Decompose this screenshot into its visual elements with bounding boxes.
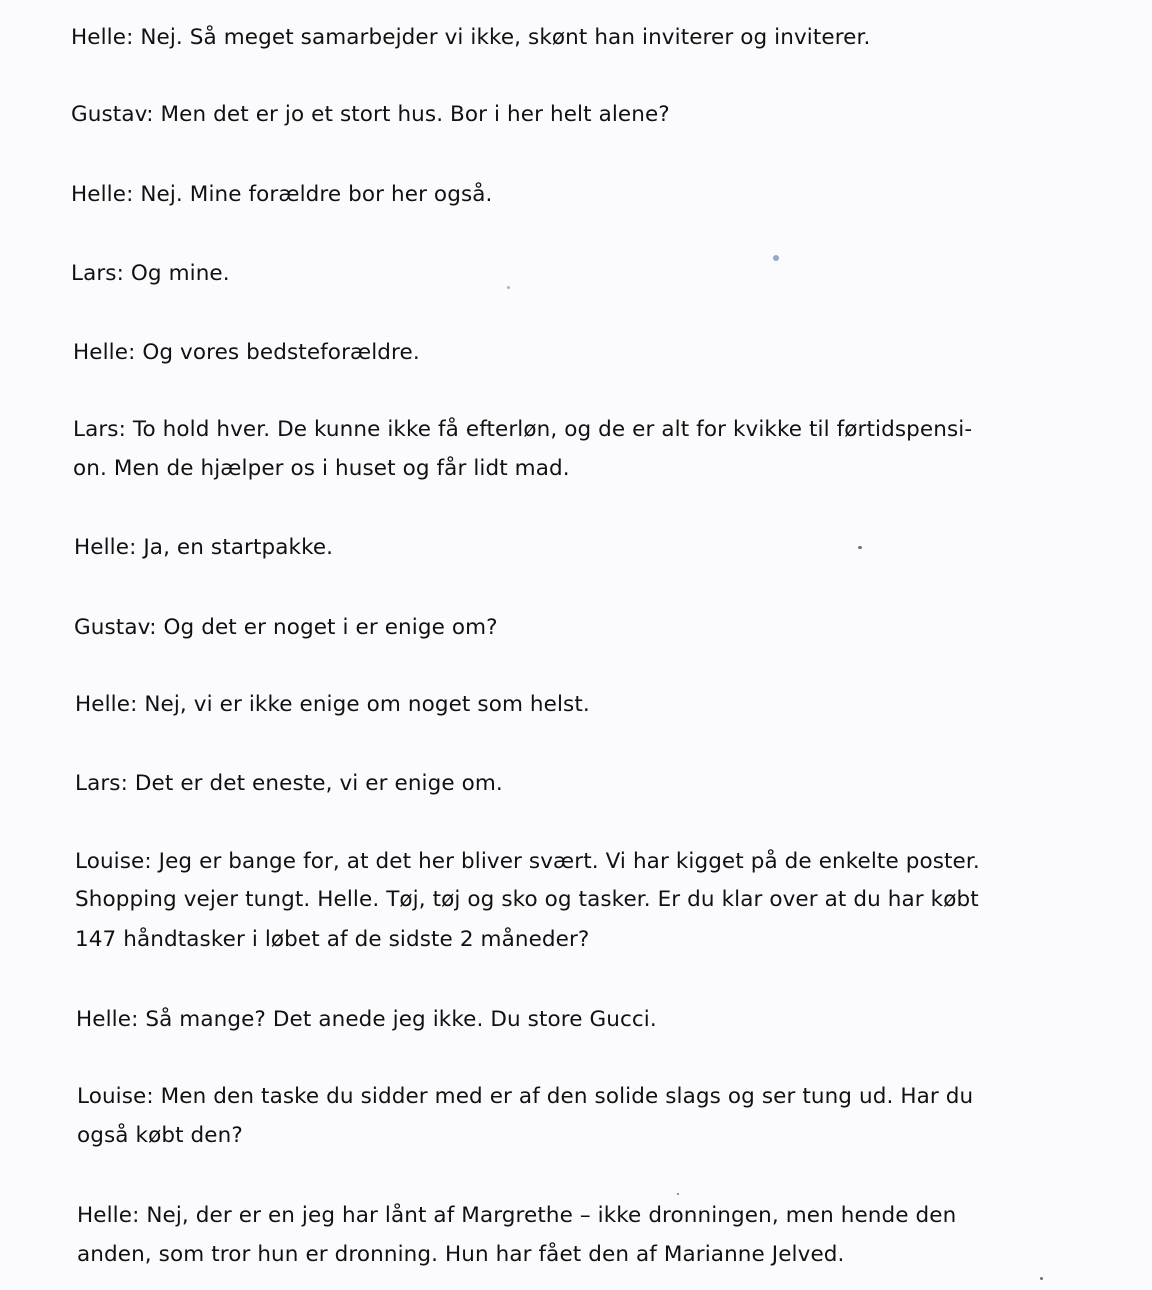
scan-speck [507,286,510,289]
dialogue-line: Louise: Men den taske du sidder med er af den solide slags og ser tung ud. Har du [77,1084,974,1109]
dialogue-line-continuation: on. Men de hjælper os i huset og får lidt mad. [73,456,570,481]
dialogue-line-continuation: 147 håndtasker i løbet af de sidste 2 måneder? [75,927,590,952]
dialogue-line: Gustav: Men det er jo et stort hus. Bor i her helt alene? [71,102,670,127]
scan-speck [1040,1277,1043,1280]
dialogue-line: Helle: Nej. Så meget samarbejder vi ikke, skønt han inviterer og inviterer. [71,25,871,50]
dialogue-line-continuation: Shopping vejer tungt. Helle. Tøj, tøj og sko og tasker. Er du klar over at du har købt [75,887,979,912]
dialogue-line-continuation: også købt den? [77,1123,243,1148]
dialogue-line: Lars: Og mine. [71,261,230,286]
dialogue-line: Helle: Ja, en startpakke. [74,535,334,560]
dialogue-line: Louise: Jeg er bange for, at det her bliver svært. Vi har kigget på de enkelte poster. [75,849,980,874]
dialogue-line: Gustav: Og det er noget i er enige om? [74,615,498,640]
dialogue-line-continuation: anden, som tror hun er dronning. Hun har fået den af Marianne Jelved. [77,1242,845,1267]
scan-speck [858,546,862,549]
scan-speck [677,1193,679,1195]
dialogue-line: Helle: Og vores bedsteforældre. [73,340,420,365]
scan-speck [773,255,779,261]
dialogue-line: Lars: Det er det eneste, vi er enige om. [75,771,503,796]
dialogue-line: Helle: Så mange? Det anede jeg ikke. Du store Gucci. [76,1007,657,1032]
dialogue-line: Lars: To hold hver. De kunne ikke få efterløn, og de er alt for kvikke til førtidspensi- [73,417,973,442]
dialogue-line: Helle: Nej, der er en jeg har lånt af Margrethe – ikke dronningen, men hende den [77,1203,957,1228]
dialogue-line: Helle: Nej, vi er ikke enige om noget som helst. [75,692,590,717]
dialogue-line: Helle: Nej. Mine forældre bor her også. [71,182,493,207]
